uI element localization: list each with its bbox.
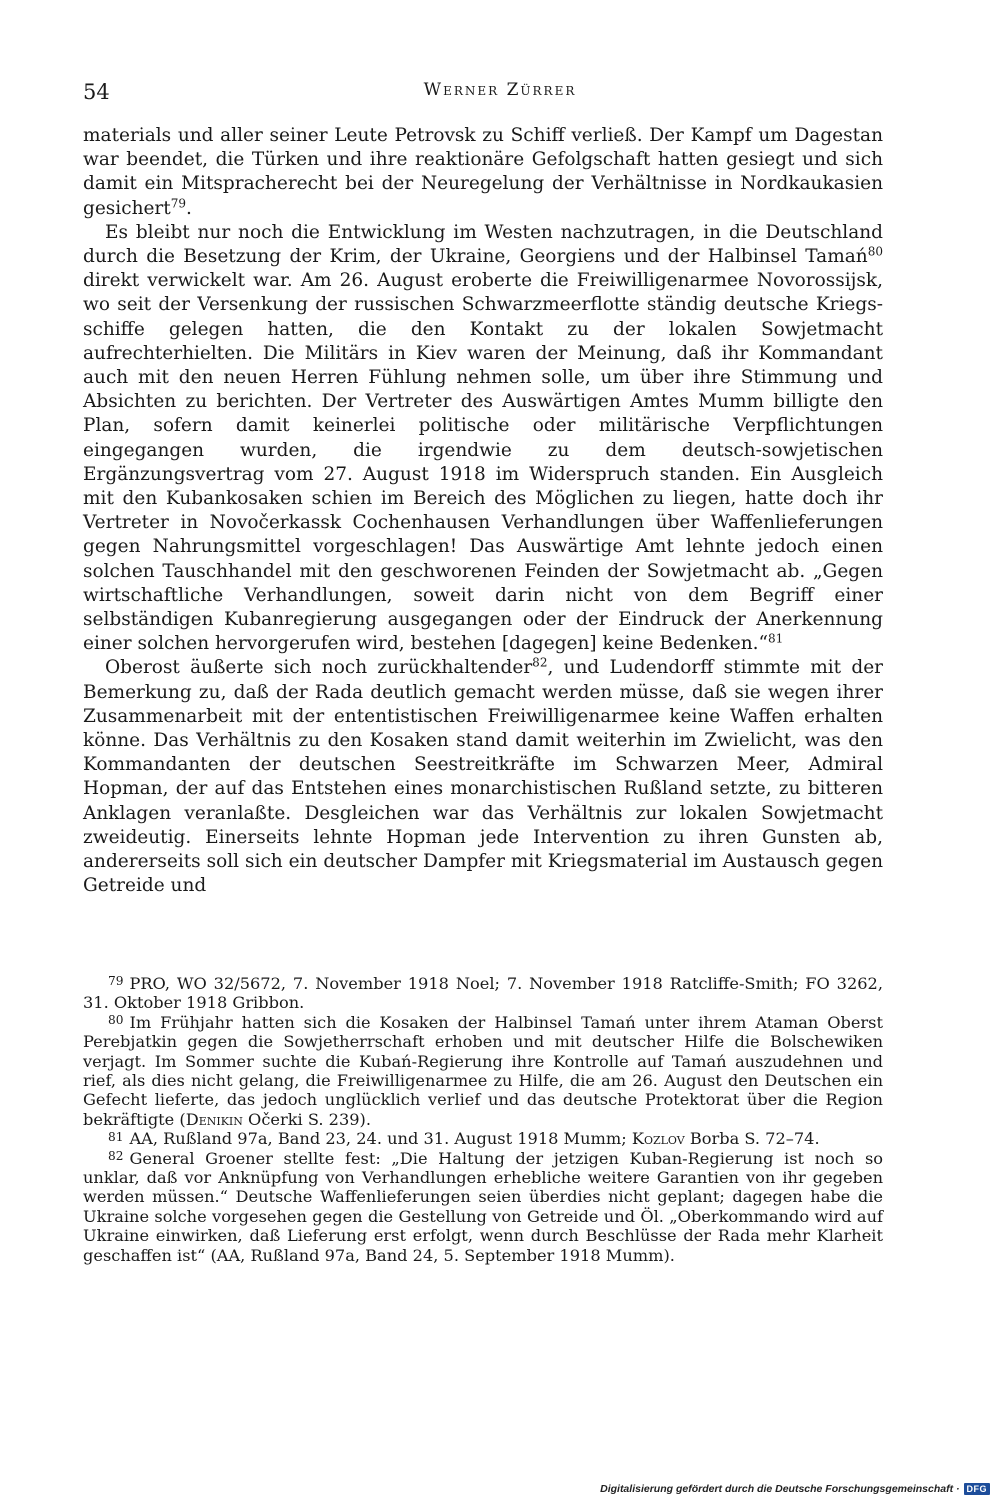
footnote-text: AA, Rußland 97a, Band 23, 24. und 31. August 1918 Mumm; [129, 1129, 632, 1149]
footnote-ref-79: 79 [170, 196, 187, 210]
page-number: 54 [83, 80, 110, 104]
digitization-credit [600, 1483, 990, 1495]
paragraph-text: Es bleibt nur noch die Entwicklung im Westen nachzutragen, in die Deutschland durch die Besetzung der Krim, der Ukraine, Georgiens und der Halbinsel Tamań [83, 221, 883, 268]
footnote-number: 80 [108, 1013, 124, 1028]
footnote-82 [83, 1149, 883, 1265]
paragraph-3 [83, 656, 883, 898]
paragraph-text: Oberost äußerte sich noch zurückhaltender [105, 657, 533, 679]
paragraph-2 [83, 221, 883, 657]
dfg-logo: DFG [964, 1483, 991, 1495]
footnote-number: 82 [108, 1149, 124, 1164]
footnote-number: 81 [108, 1129, 124, 1144]
main-text [83, 124, 883, 899]
footnotes [83, 974, 883, 1265]
footnote-ref-81: 81 [768, 631, 784, 646]
paragraph-text: materials und aller seiner Leute Petrovsk zu Schiff verließ. Der Kampf um Dagestan war beendet, die Türken und ihre reaktionäre Gefolgschaft hatten gesiegt und sich damit ein Mitspracherecht bei der Neuregelung der Verhältnisse in Nordkaukasien gesichert [83, 125, 883, 219]
credit-text: Digitalisierung gefördert durch die Deutsche Forschungsgemeinschaft · [600, 1483, 960, 1495]
footnote-number: 79 [108, 974, 124, 989]
footnote-79 [83, 974, 883, 1013]
footnote-text: PRO, WO 32/5672, 7. November 1918 Noel; 7. November 1918 Ratcliffe-Smith; FO 3262, 31. Oktober 1918 Gribbon. [83, 974, 883, 1013]
paragraph-text: . [186, 197, 192, 219]
paragraph-text: , und Ludendorff stimmte mit der Bemerkung zu, daß der Rada deutlich gemacht werden müsse, daß sie wegen ihrer Zusammenarbeit mit der ententistischen Freiwilligenarmee keine Waffen erhalten könne. Das Verhältnis zu den Kosaken stand damit weiterhin im Zwielicht, was den Kommandanten der deutschen Seestreitkräfte im Schwarzen Meer, Admiral Hopman, der auf das Entstehen eines monarchistischen Rußland setzte, zu bitteren Anklagen veranlaßte. Desgleichen war das Verhältnis zur lokalen Sowjetmacht zweideutig. Einerseits lehnte Hopman jede Intervention zu ihren Gunsten ab, andererseits soll sich ein deutscher Dampfer mit Kriegsmaterial im Austausch gegen Getreide und [83, 657, 884, 897]
footnote-text: Im Frühjahr hatten sich die Kosaken der Halbinsel Tamań unter ihrem Ataman Oberst Perebjatkin gegen die Sowjetherrschaft erhoben und mit deutscher Hilfe die Bolschewiken verjagt. Im Sommer suchte die Kubań-Regierung ihre Kontrolle auf Tamań auszudehnen und rief, als dies nicht gelang, die Freiwilligenarmee zu Hilfe, die am 26. August den Deutschen ein Gefecht lieferte, das jedoch unglücklich verlief und das deutsche Protektorat über die Region bekräftigte ( [83, 1012, 883, 1129]
footnote-81 [83, 1129, 883, 1148]
paragraph-text: direkt verwickelt war. Am 26. August eroberte die Freiwilligenarmee Novorossijsk, wo seit der Versenkung der russischen Schwarzmeerflotte ständig deutsche Kriegsschiffe gelegen hatten, die den Kontakt zu der lokalen Sowjetmacht aufrechterhielten. Die Militärs in Kiev waren der Meinung, daß ihr Kommandant auch mit den neuen Herren Fühlung nehmen solle, um über ihre Stimmung und Absichten zu berichten. Der Vertreter des Auswärtigen Amtes Mumm billigte den Plan, sofern damit keinerlei politische oder militärische Verpflichtungen eingegangen wurden, die irgendwie zu dem deutsch-sowjetischen Ergänzungsvertrag vom 27. August 1918 im Widerspruch standen. Ein Ausgleich mit den Kubankosaken schien im Bereich des Möglichen zu liegen, hatte doch ihr Vertreter in Novočerkassk Cochenhausen Verhandlungen über Waffenlieferungen gegen Nahrungsmittel vorgeschlagen! Das Auswärtige Amt lehnte jedoch einen solchen Tauschhandel mit den geschworenen Feinden der Sowjetmacht ab. „Gegen wirtschaftliche Verhandlungen, soweit darin nicht von dem Begriff einer selbständigen Kubanregierung ausgegangen oder der Eindruck der Anerkennung einer solchen hervorgerufen wird, bestehen [dagegen] keine Bedenken.“ [83, 270, 883, 655]
footnote-80 [83, 1013, 883, 1129]
footnote-author: Kozlov [631, 1129, 685, 1149]
running-head: Werner Zürrer [423, 80, 577, 100]
footnote-ref-80: 80 [867, 244, 883, 259]
footnote-text: General Groener stellte fest: „Die Haltung der jetzigen Kuban-Regierung ist noch so unklar, daß vor Anknüpfung von Verhandlungen erhebliche weitere Garantien von ihr gegeben werden müssen.“ Deutsche Waffenlieferungen seien überdies nicht geplant; dagegen habe die Ukraine solche vorgesehen gegen die Gestellung von Getreide und Öl. „Oberkommando wird auf Ukraine einwirken, daß Lieferung erst erfolgt, wenn durch Beschlüsse der Rada mehr Klarheit geschaffen ist“ (AA, Rußland 97a, Band 24, 5. September 1918 Mumm). [83, 1148, 883, 1265]
paragraph-1 [83, 124, 883, 221]
footnote-author: Denikin [185, 1109, 243, 1129]
footnote-ref-82: 82 [532, 655, 548, 670]
footnote-text: Očerki S. 239). [242, 1109, 371, 1129]
footnote-text: Borba S. 72–74. [684, 1129, 820, 1149]
